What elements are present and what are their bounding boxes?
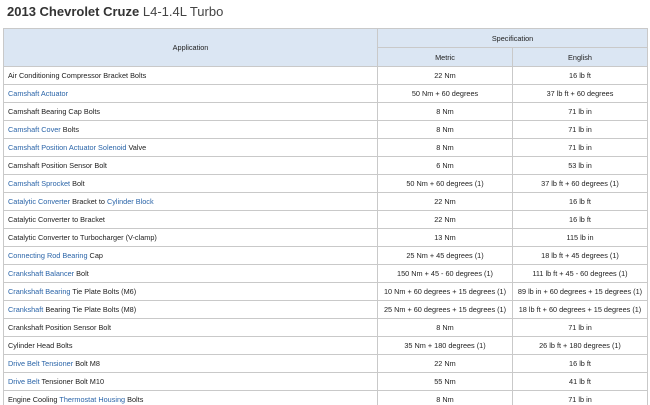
component-link[interactable]: Camshaft Position Actuator Solenoid bbox=[8, 143, 127, 152]
application-cell bbox=[4, 103, 378, 121]
application-cell bbox=[4, 319, 378, 337]
metric-value: 22 Nm bbox=[378, 211, 513, 229]
application-text: Catalytic Converter to Turbocharger (V-clamp) bbox=[8, 233, 157, 242]
component-link[interactable]: Thermostat Housing bbox=[59, 395, 126, 404]
english-value: 71 lb in bbox=[513, 139, 648, 157]
metric-value: 13 Nm bbox=[378, 229, 513, 247]
english-value: 53 lb in bbox=[513, 157, 648, 175]
component-link[interactable]: Crankshaft Bearing bbox=[8, 287, 71, 296]
component-link[interactable]: Drive Belt Tensioner bbox=[8, 359, 74, 368]
application-cell bbox=[4, 157, 378, 175]
title-engine: L4-1.4L Turbo bbox=[142, 4, 224, 19]
application-cell bbox=[4, 265, 378, 283]
table-row bbox=[4, 319, 648, 337]
metric-value: 8 Nm bbox=[378, 319, 513, 337]
application-cell bbox=[4, 247, 378, 265]
english-value: 18 lb ft + 60 degrees + 15 degrees (1) bbox=[513, 301, 648, 319]
table-row bbox=[4, 85, 648, 103]
metric-value: 150 Nm + 45 - 60 degrees (1) bbox=[378, 265, 513, 283]
application-text: Valve bbox=[126, 143, 147, 152]
application-text: Catalytic Converter to Bracket bbox=[8, 215, 105, 224]
component-link[interactable]: Camshaft Actuator bbox=[8, 89, 69, 98]
application-text: Air Conditioning Compressor Bracket Bolts bbox=[8, 71, 147, 80]
application-text: Engine Cooling bbox=[8, 395, 60, 404]
component-link[interactable]: Catalytic Converter bbox=[8, 197, 71, 206]
application-cell bbox=[4, 193, 378, 211]
table-row bbox=[4, 67, 648, 85]
column-header-english: English bbox=[513, 48, 648, 67]
table-row bbox=[4, 211, 648, 229]
application-cell bbox=[4, 301, 378, 319]
application-cell bbox=[4, 121, 378, 139]
application-cell bbox=[4, 391, 378, 405]
table-row bbox=[4, 121, 648, 139]
application-text: Bolt bbox=[70, 179, 85, 188]
table-row bbox=[4, 229, 648, 247]
application-cell bbox=[4, 139, 378, 157]
english-value: 71 lb in bbox=[513, 319, 648, 337]
component-link[interactable]: Drive Belt bbox=[8, 377, 40, 386]
english-value: 37 lb ft + 60 degrees bbox=[513, 85, 648, 103]
english-value: 71 lb in bbox=[513, 121, 648, 139]
application-cell bbox=[4, 211, 378, 229]
component-link[interactable]: Crankshaft bbox=[8, 305, 44, 314]
english-value: 26 lb ft + 180 degrees (1) bbox=[513, 337, 648, 355]
component-link[interactable]: Crankshaft Balancer bbox=[8, 269, 75, 278]
application-text: Cylinder Head Bolts bbox=[8, 341, 73, 350]
application-cell bbox=[4, 229, 378, 247]
application-text: Tie Plate Bolts (M6) bbox=[70, 287, 137, 296]
table-row bbox=[4, 283, 648, 301]
application-text: Crankshaft Position Sensor Bolt bbox=[8, 323, 112, 332]
application-cell bbox=[4, 337, 378, 355]
component-link[interactable]: Connecting Rod Bearing bbox=[8, 251, 88, 260]
column-header-application: Application bbox=[4, 29, 378, 67]
metric-value: 25 Nm + 60 degrees + 15 degrees (1) bbox=[378, 301, 513, 319]
application-text: Bolts bbox=[60, 125, 79, 134]
metric-value: 22 Nm bbox=[378, 355, 513, 373]
column-header-metric: Metric bbox=[378, 48, 513, 67]
application-text: Bolts bbox=[125, 395, 144, 404]
table-row bbox=[4, 355, 648, 373]
component-link[interactable]: Cylinder Block bbox=[106, 197, 154, 206]
table-row bbox=[4, 103, 648, 121]
english-value: 18 lb ft + 45 degrees (1) bbox=[513, 247, 648, 265]
table-row bbox=[4, 157, 648, 175]
application-text: Camshaft Position Sensor Bolt bbox=[8, 161, 107, 170]
application-text: Camshaft Bearing Cap Bolts bbox=[8, 107, 101, 116]
english-value: 16 lb ft bbox=[513, 193, 648, 211]
application-cell bbox=[4, 175, 378, 193]
english-value: 16 lb ft bbox=[513, 67, 648, 85]
metric-value: 8 Nm bbox=[378, 103, 513, 121]
english-value: 16 lb ft bbox=[513, 211, 648, 229]
table-row bbox=[4, 139, 648, 157]
table-row bbox=[4, 247, 648, 265]
english-value: 37 lb ft + 60 degrees (1) bbox=[513, 175, 648, 193]
component-link[interactable]: Camshaft Cover bbox=[8, 125, 61, 134]
english-value: 16 lb ft bbox=[513, 355, 648, 373]
table-row bbox=[4, 391, 648, 405]
torque-spec-table bbox=[3, 28, 648, 405]
metric-value: 6 Nm bbox=[378, 157, 513, 175]
english-value: 89 lb in + 60 degrees + 15 degrees (1) bbox=[513, 283, 648, 301]
application-text: Cap bbox=[87, 251, 103, 260]
application-text: Bearing Tie Plate Bolts (M8) bbox=[43, 305, 137, 314]
application-text: Bolt bbox=[74, 269, 89, 278]
table-row bbox=[4, 337, 648, 355]
application-cell bbox=[4, 85, 378, 103]
application-cell bbox=[4, 355, 378, 373]
metric-value: 50 Nm + 60 degrees bbox=[378, 85, 513, 103]
table-row bbox=[4, 373, 648, 391]
application-cell bbox=[4, 283, 378, 301]
metric-value: 25 Nm + 45 degrees (1) bbox=[378, 247, 513, 265]
table-row bbox=[4, 193, 648, 211]
title-vehicle: 2013 Chevrolet Cruze bbox=[7, 4, 140, 19]
table-row bbox=[4, 301, 648, 319]
metric-value: 8 Nm bbox=[378, 121, 513, 139]
english-value: 71 lb in bbox=[513, 391, 648, 405]
application-cell bbox=[4, 67, 378, 85]
table-row bbox=[4, 265, 648, 283]
metric-value: 10 Nm + 60 degrees + 15 degrees (1) bbox=[378, 283, 513, 301]
table-row bbox=[4, 175, 648, 193]
component-link[interactable]: Camshaft Sprocket bbox=[8, 179, 71, 188]
page-title bbox=[7, 4, 223, 19]
metric-value: 22 Nm bbox=[378, 67, 513, 85]
metric-value: 8 Nm bbox=[378, 139, 513, 157]
application-cell bbox=[4, 373, 378, 391]
metric-value: 8 Nm bbox=[378, 391, 513, 405]
metric-value: 50 Nm + 60 degrees (1) bbox=[378, 175, 513, 193]
english-value: 115 lb in bbox=[513, 229, 648, 247]
english-value: 71 lb in bbox=[513, 103, 648, 121]
english-value: 111 lb ft + 45 - 60 degrees (1) bbox=[513, 265, 648, 283]
metric-value: 35 Nm + 180 degrees (1) bbox=[378, 337, 513, 355]
metric-value: 22 Nm bbox=[378, 193, 513, 211]
application-text: Tensioner Bolt M10 bbox=[39, 377, 104, 386]
application-text: Bolt M8 bbox=[73, 359, 100, 368]
metric-value: 55 Nm bbox=[378, 373, 513, 391]
column-header-specification: Specification bbox=[378, 29, 648, 48]
application-text: Bracket to bbox=[70, 197, 107, 206]
english-value: 41 lb ft bbox=[513, 373, 648, 391]
table-body bbox=[4, 67, 648, 405]
